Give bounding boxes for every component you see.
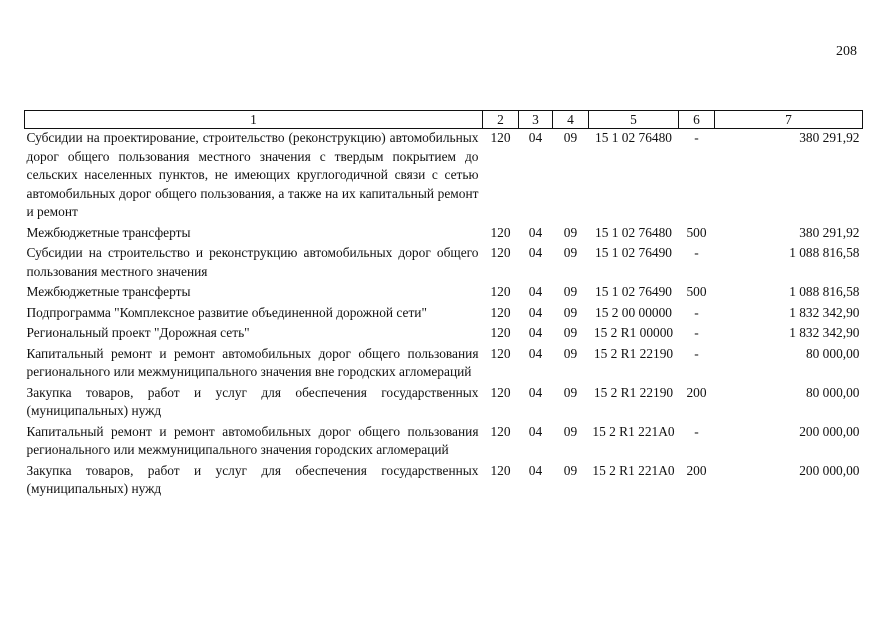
row-code-section: 04 <box>528 304 543 320</box>
row-code-target: 15 1 02 76490 <box>595 284 672 299</box>
row-amount: 380 291,92 <box>799 130 860 145</box>
row-code-expense-type: - <box>694 423 699 439</box>
row-code-ministry: 120 <box>490 284 511 299</box>
row-code-target: 15 2 00 00000 <box>595 304 672 320</box>
table-row <box>25 345 863 384</box>
row-amount: 1 832 342,90 <box>789 304 860 320</box>
table-row <box>25 244 863 283</box>
row-code-section: 04 <box>528 423 543 439</box>
row-name: Капитальный ремонт и ремонт автомобильных дорог общего пользования регионального или межмуниципального значения вне городских агломераций <box>26 345 479 379</box>
row-code-target: 15 2 R1 22190 <box>593 345 674 361</box>
row-code-ministry: 120 <box>490 384 511 400</box>
row-code-ministry: 120 <box>490 462 511 478</box>
row-code-section: 04 <box>528 462 543 478</box>
row-code-section: 04 <box>528 284 543 299</box>
row-code-target: 15 1 02 76480 <box>595 224 672 240</box>
row-code-expense-type: - <box>694 304 699 320</box>
row-name: Межбюджетные трансферты <box>26 284 191 299</box>
header-col-5: 5 <box>589 111 679 129</box>
row-code-subsection: 09 <box>563 304 578 320</box>
row-code-ministry: 120 <box>490 304 511 320</box>
row-code-section: 04 <box>528 245 543 260</box>
row-code-expense-type: - <box>694 345 699 361</box>
table-row <box>25 129 863 224</box>
row-amount: 1 832 342,90 <box>789 325 860 340</box>
row-code-subsection: 09 <box>563 384 578 400</box>
row-code-target: 15 2 R1 221A0 <box>592 462 675 478</box>
row-amount: 1 088 816,58 <box>789 245 860 260</box>
row-code-ministry: 120 <box>490 345 511 361</box>
row-name: Закупка товаров, работ и услуг для обеспечения государственных (муниципальных) нужд <box>26 462 479 496</box>
row-code-expense-type: 200 <box>686 462 707 478</box>
row-code-expense-type: 500 <box>686 284 707 299</box>
row-code-subsection: 09 <box>563 130 578 145</box>
row-code-ministry: 120 <box>490 245 511 260</box>
row-code-ministry: 120 <box>490 423 511 439</box>
row-amount: 80 000,00 <box>805 384 860 400</box>
row-code-target: 15 2 R1 22190 <box>593 384 674 400</box>
row-amount: 1 088 816,58 <box>789 284 860 299</box>
row-code-ministry: 120 <box>490 325 511 340</box>
table-row <box>25 462 863 501</box>
header-col-1: 1 <box>25 111 483 129</box>
row-code-expense-type: 200 <box>686 384 707 400</box>
row-code-section: 04 <box>528 224 543 240</box>
row-code-subsection: 09 <box>563 224 578 240</box>
row-code-section: 04 <box>528 345 543 361</box>
row-code-target: 15 2 R1 00000 <box>593 325 674 340</box>
row-code-section: 04 <box>528 384 543 400</box>
header-col-4: 4 <box>553 111 589 129</box>
row-name: Подпрограмма "Комплексное развитие объединенной дорожной сети" <box>26 304 427 320</box>
row-name: Закупка товаров, работ и услуг для обеспечения государственных (муниципальных) нужд <box>26 384 479 418</box>
row-code-subsection: 09 <box>563 462 578 478</box>
row-code-subsection: 09 <box>563 284 578 299</box>
row-code-subsection: 09 <box>563 245 578 260</box>
row-code-subsection: 09 <box>563 325 578 340</box>
table-row <box>25 423 863 462</box>
row-name: Межбюджетные трансферты <box>26 224 191 240</box>
row-name: Капитальный ремонт и ремонт автомобильных дорог общего пользования регионального или межмуниципального значения городских агломераций <box>26 423 479 457</box>
row-code-target: 15 1 02 76490 <box>595 245 672 260</box>
row-code-expense-type: - <box>694 130 699 145</box>
row-code-ministry: 120 <box>490 130 511 145</box>
header-col-6: 6 <box>679 111 715 129</box>
row-name: Субсидии на строительство и реконструкцию автомобильных дорог общего пользования местного значения <box>26 245 479 279</box>
row-code-section: 04 <box>528 130 543 145</box>
table-row <box>25 384 863 423</box>
row-code-subsection: 09 <box>563 423 578 439</box>
row-amount: 200 000,00 <box>799 423 860 439</box>
row-code-subsection: 09 <box>563 345 578 361</box>
row-code-expense-type: - <box>694 325 699 340</box>
header-col-2: 2 <box>483 111 519 129</box>
page-number: 208 <box>836 44 857 59</box>
row-amount: 80 000,00 <box>805 345 860 361</box>
table-row <box>25 224 863 245</box>
table-row <box>25 283 863 304</box>
table-row <box>25 324 863 345</box>
row-code-section: 04 <box>528 325 543 340</box>
header-col-7: 7 <box>715 111 863 129</box>
row-name: Региональный проект "Дорожная сеть" <box>26 325 250 340</box>
row-code-target: 15 1 02 76480 <box>595 130 672 145</box>
row-code-expense-type: 500 <box>686 224 707 240</box>
row-name: Субсидии на проектирование, строительство (реконструкцию) автомобильных дорог общего пользования местного значения с твердым покрытием до сельских населенных пунктов, не имеющих круглогодичной связи с сетью автомобильных дорог общего пользования, а также на их капитальный ремонт и ремонт <box>26 130 479 219</box>
row-amount: 380 291,92 <box>799 224 860 240</box>
header-row <box>25 111 863 129</box>
header-col-3: 3 <box>519 111 553 129</box>
row-code-target: 15 2 R1 221A0 <box>592 423 675 439</box>
table-row <box>25 304 863 325</box>
row-code-expense-type: - <box>694 245 699 260</box>
budget-table <box>24 110 863 501</box>
row-amount: 200 000,00 <box>799 462 860 478</box>
row-code-ministry: 120 <box>490 224 511 240</box>
